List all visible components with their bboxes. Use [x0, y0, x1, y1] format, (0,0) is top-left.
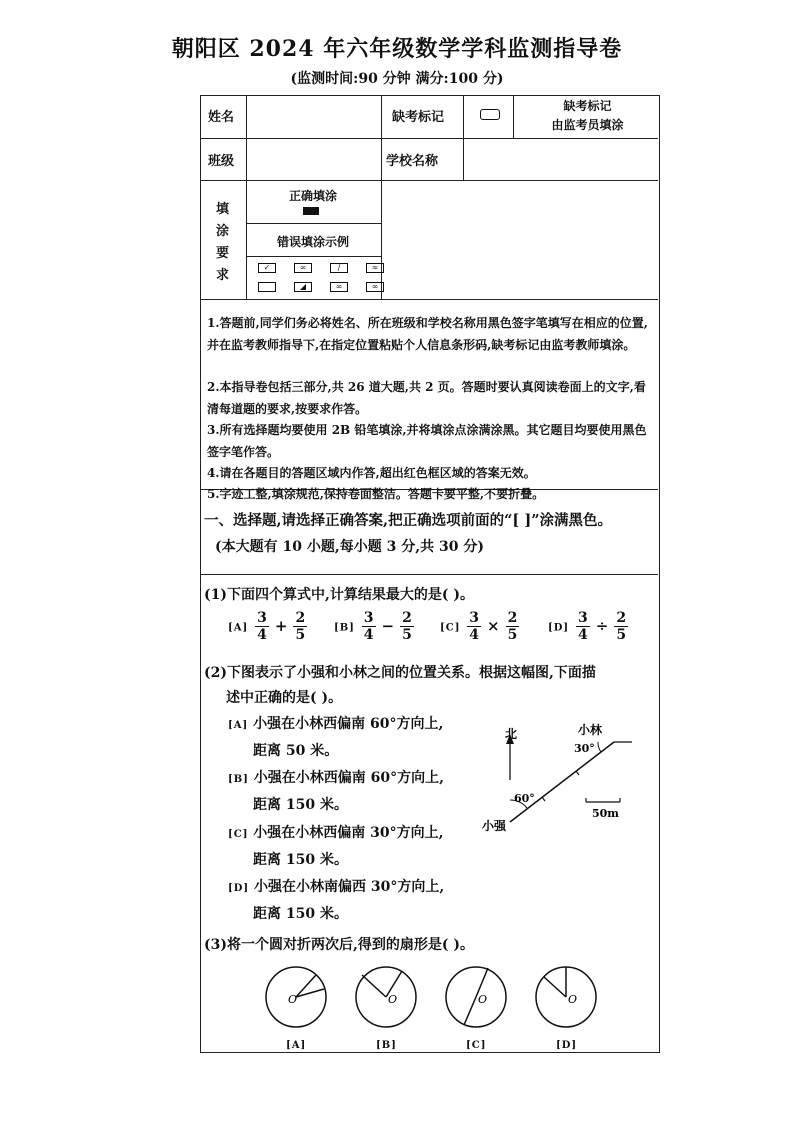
row-divider [201, 299, 658, 300]
option-text: 小强在小林西偏南 60°方向上, [253, 716, 444, 732]
radius-line [544, 977, 566, 997]
q2-option-c[interactable] [228, 822, 444, 842]
q3-option-a-tag[interactable]: [A] [286, 1040, 307, 1051]
fraction: $\frac{2}{5}$ [402, 610, 412, 643]
q1-stem: (1)下面四个算式中,计算结果最大的是( )。 [204, 587, 474, 603]
absent-label: 缺考标记 [392, 110, 445, 125]
option-tag: [D] [228, 883, 250, 894]
section1-title: 一、选择题,请选择正确答案,把正确选项前面的“[ ]”涂满黑色。 [204, 512, 613, 529]
school-field[interactable] [465, 140, 655, 176]
absent-note-2: 由监考员填涂 [551, 118, 624, 132]
wrong-mark: ◢ [294, 282, 312, 292]
option-tag: [B] [334, 622, 355, 634]
operator: + [274, 616, 288, 635]
fraction: $\frac{2}{5}$ [616, 610, 627, 643]
row-divider [201, 574, 658, 575]
wrong-mark: ≈ [366, 263, 384, 273]
center-label: O [288, 993, 298, 1006]
q3-option-c-tag[interactable]: [C] [466, 1040, 487, 1051]
position-diagram [470, 720, 650, 840]
sector-option-b[interactable] [356, 967, 416, 1027]
option-tag: [C] [228, 829, 249, 840]
page-title: 朝阳区 2024 年六年级数学学科监测指导卷 [171, 36, 623, 62]
xiaolin-label: 小林 [578, 723, 603, 737]
fill-req-char: 填 [216, 202, 230, 217]
angle-60-label: 60° [514, 792, 535, 805]
option-tag: [B] [228, 774, 249, 785]
fill-req-char: 求 [216, 268, 230, 283]
inner-divider [246, 256, 381, 257]
correct-fill-label: 正确填涂 [288, 189, 337, 203]
scale-tick [576, 771, 579, 775]
q2-stem-line1: (2)下图表示了小强和小林之间的位置关系。根据这幅图,下面描 [204, 665, 596, 681]
sector-option-c[interactable] [446, 967, 506, 1027]
operator: ÷ [595, 616, 609, 635]
center-label: O [388, 993, 398, 1006]
name-field[interactable] [248, 98, 378, 134]
absent-bubble[interactable] [480, 109, 500, 120]
wrong-mark: ✓ [258, 263, 276, 273]
fraction: $\frac{3}{4}$ [257, 610, 267, 643]
q1-option-a[interactable] [228, 610, 309, 643]
q2-option-a[interactable] [228, 713, 443, 733]
center-label: O [478, 993, 488, 1006]
xiaoqiang-label: 小强 [482, 819, 507, 833]
angle-arc-30 [598, 742, 601, 752]
wrong-mark: / [330, 263, 348, 273]
section1-subtitle: (本大题有 10 小题,每小题 3 分,共 30 分) [215, 539, 484, 555]
operator: − [381, 616, 395, 635]
q2-option-c-line2: 距离 150 米。 [253, 852, 348, 868]
page-subtitle: (监测时间:90 分钟 满分:100 分) [290, 71, 504, 87]
q1-option-c[interactable] [440, 610, 521, 643]
wrong-mark: ∞ [294, 263, 312, 273]
school-label: 学校名称 [386, 154, 439, 169]
radius-line [464, 997, 476, 1025]
wrong-marks-row-1 [258, 263, 384, 273]
center-label: O [568, 993, 578, 1006]
q3-option-b-tag[interactable]: [B] [376, 1040, 397, 1051]
note-3: 3.所有选择题均要使用 2B 铅笔填涂,并将填涂点涂满涂黑。其它题目均要使用黑色签字笔作答。 [207, 423, 647, 459]
q2-option-b-line2: 距离 150 米。 [253, 797, 348, 813]
q2-option-a-line2: 距离 50 米。 [253, 743, 339, 759]
option-tag: [A] [228, 720, 249, 731]
inner-divider [246, 223, 381, 224]
col-divider [463, 96, 464, 180]
wrong-fill-label: 错误填涂示例 [276, 235, 349, 249]
fraction: $\frac{3}{4}$ [363, 610, 374, 643]
q3-option-d-tag[interactable]: [D] [556, 1040, 578, 1051]
q2-stem-line2: 述中正确的是( )。 [226, 690, 343, 706]
note-4: 4.请在各题目的答题区域内作答,超出红色框区域的答案无效。 [207, 466, 536, 480]
q1-option-d[interactable] [548, 610, 630, 643]
scale-label: 50m [592, 807, 619, 820]
fraction: $\frac{2}{5}$ [295, 610, 306, 643]
wrong-marks-row-2 [258, 282, 384, 292]
radius-line [362, 975, 386, 997]
correct-fill-mark [303, 207, 319, 215]
fill-req-char: 涂 [216, 224, 230, 239]
wrong-mark: ∞ [330, 282, 348, 292]
option-tag: [A] [228, 622, 249, 634]
sector-option-a[interactable] [266, 967, 326, 1027]
q2-option-d[interactable] [228, 876, 444, 896]
fraction: $\frac{3}{4}$ [469, 610, 480, 643]
wrong-mark: ∞ [366, 282, 384, 292]
option-tag: [D] [548, 622, 570, 634]
note-1: 1.答题前,同学们务必将姓名、所在班级和学校名称用黑色签字笔填写在相应的位置,并在监考教师指导下,在指定位置粘贴个人信息条形码,缺考标记由监考教师填涂。 [207, 316, 648, 352]
fill-req-char: 要 [216, 246, 230, 261]
row-divider [201, 180, 658, 181]
north-label: 北 [505, 727, 518, 741]
fraction: $\frac{3}{4}$ [578, 610, 588, 643]
row-divider [201, 138, 658, 139]
note-5: 5.字迹工整,填涂规范,保持卷面整洁。答题卡要平整,不要折叠。 [207, 487, 545, 501]
angle-30-label: 30° [574, 742, 595, 755]
q2-option-b[interactable] [228, 767, 444, 787]
q2-option-d-line2: 距离 150 米。 [253, 906, 348, 922]
sector-option-d[interactable] [536, 967, 596, 1027]
note-2: 2.本指导卷包括三部分,共 26 道大题,共 2 页。答题时要认真阅读卷面上的文字,看清每道题的要求,按要求作答。 [207, 380, 646, 416]
class-label: 班级 [208, 154, 235, 169]
option-text: 小强在小林西偏南 60°方向上, [253, 770, 445, 786]
fraction: $\frac{2}{5}$ [507, 610, 518, 643]
operator: × [487, 616, 500, 635]
scale-tick [542, 797, 545, 801]
col-divider [513, 96, 514, 138]
option-tag: [C] [440, 622, 461, 634]
q1-option-b[interactable] [334, 610, 416, 643]
sector-options [262, 963, 622, 1033]
name-label: 姓名 [208, 110, 235, 125]
q3-stem: (3)将一个圆对折两次后,得到的扇形是( )。 [204, 937, 474, 953]
wrong-mark [258, 282, 276, 292]
absent-note-1: 缺考标记 [563, 99, 612, 113]
option-text: 小强在小林南偏西 30°方向上, [254, 879, 445, 895]
class-field[interactable] [248, 140, 378, 176]
option-text: 小强在小林西偏南 30°方向上, [253, 825, 444, 841]
